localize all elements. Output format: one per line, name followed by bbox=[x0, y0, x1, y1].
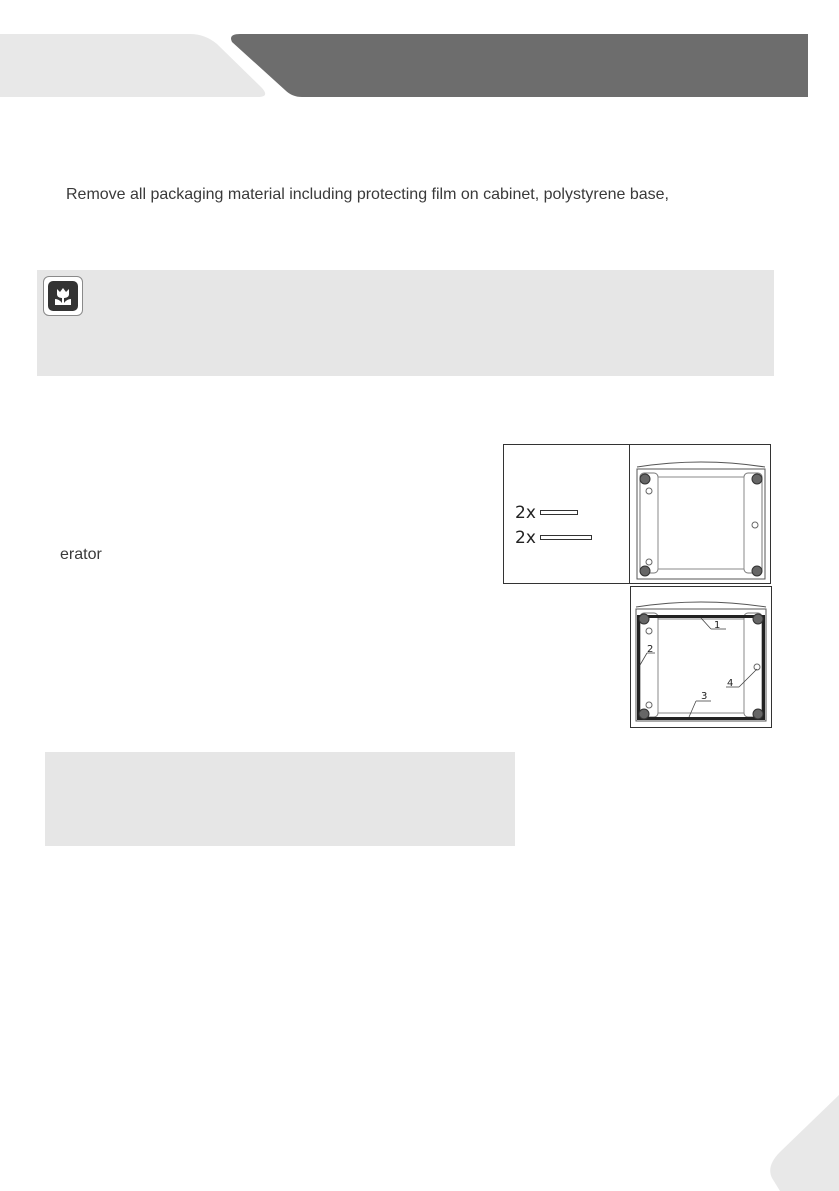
callout-2: 2 bbox=[647, 644, 654, 655]
header-banner bbox=[0, 0, 839, 110]
intro-text: Remove all packaging material including protecting film on cabinet, polystyrene base, bbox=[66, 186, 669, 203]
callout-3: 3 bbox=[701, 691, 708, 702]
eco-note-box bbox=[37, 270, 774, 376]
long-strip-count: 2x bbox=[515, 528, 536, 548]
page-corner-tab bbox=[760, 1090, 839, 1191]
eco-flower-icon bbox=[43, 276, 83, 316]
fridge-base-icon bbox=[631, 445, 771, 583]
fridge-base-assembled-icon bbox=[631, 587, 771, 727]
long-strip-icon bbox=[540, 535, 592, 540]
header-tab-light bbox=[0, 34, 265, 97]
callout-1: 1 bbox=[714, 620, 721, 631]
note-box bbox=[45, 752, 515, 846]
callout-4: 4 bbox=[727, 678, 734, 689]
short-strip-icon bbox=[540, 510, 578, 515]
diagram-divider bbox=[629, 445, 630, 583]
assembly-diagram bbox=[630, 586, 772, 728]
side-text: erator bbox=[60, 546, 102, 563]
header-bar-dark bbox=[231, 34, 808, 97]
short-strip-count: 2x bbox=[515, 503, 536, 523]
parts-diagram bbox=[503, 444, 771, 584]
